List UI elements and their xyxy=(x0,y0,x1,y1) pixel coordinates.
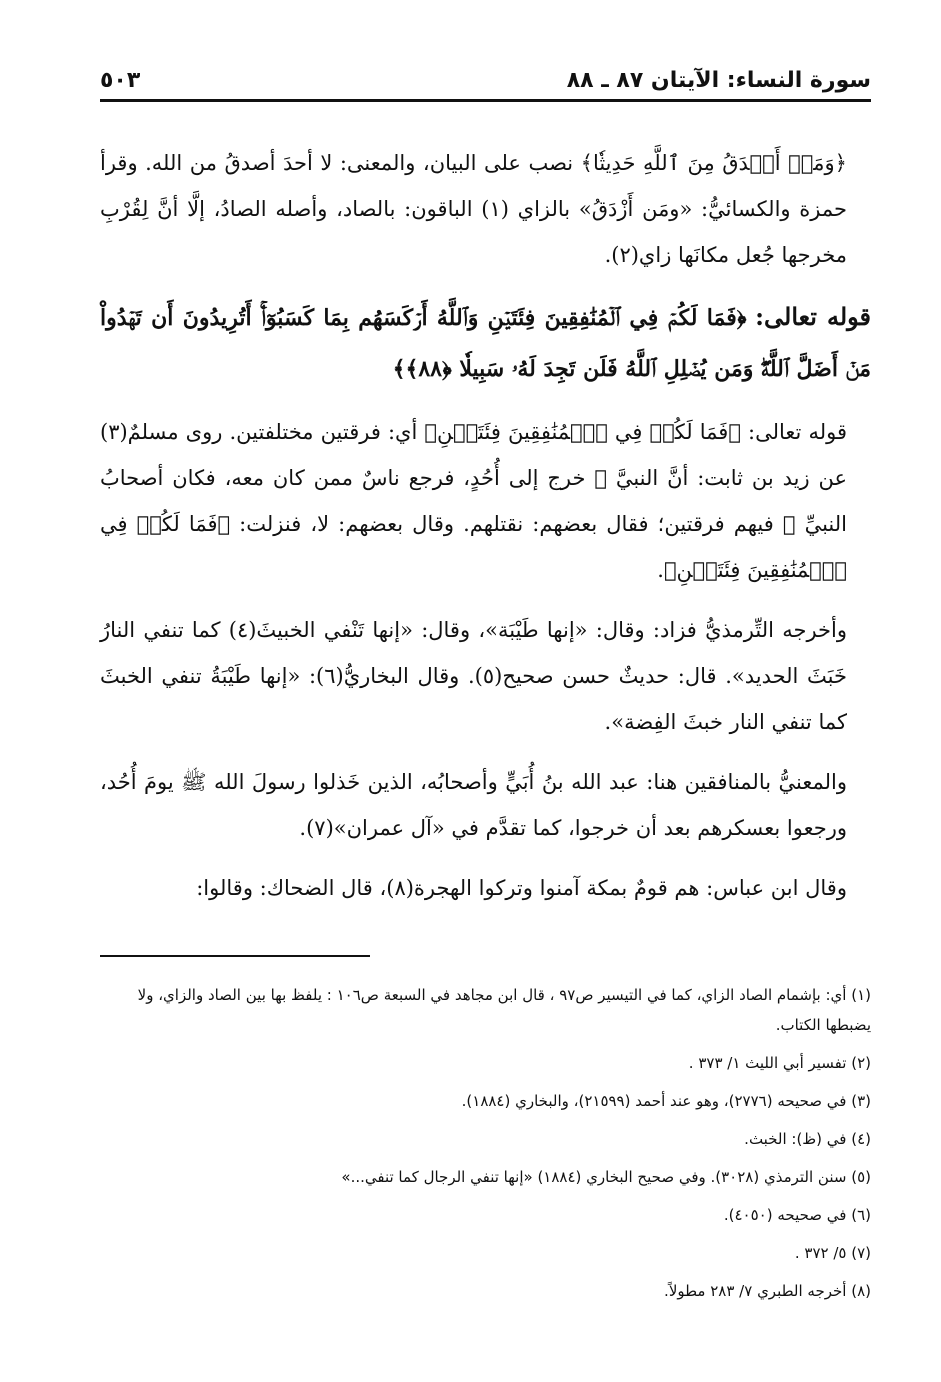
page-header xyxy=(100,62,871,102)
paragraph-5: وقال ابن عباس: هم قومٌ بمكة آمنوا وتركوا الهجرة(٨)، قال الضحاك: وقالوا: xyxy=(196,876,847,900)
footnote-8: (٨) أخرجه الطبري ٧/ ٢٨٣ مطولاً. xyxy=(664,1282,871,1300)
footnote-divider xyxy=(100,955,370,957)
footnote-7: (٧) ٥/ ٣٧٢ . xyxy=(794,1244,871,1262)
page-number: ٥٠٣ xyxy=(100,68,141,93)
paragraph-1: ﴿وَمَنۡ أَصۡدَقُ مِنَ ٱللَّهِ حَدِيثٗا﴾ نصب على البيان، والمعنى: لا أحدَ أصدقُ من الله. وقرأ حمزة والكسائيُّ: «ومَن أَزْدَقُ» بالزاي (١) الباقون: بالصاد، وأصله الصادُ، إلَّا أنَّ لِقُرْبِ مخرجها جُعل مكانَها زاي(٢). xyxy=(100,151,847,267)
header-divider xyxy=(100,99,871,102)
verse-intro: قوله تعالى: xyxy=(755,302,872,331)
footnote-3: (٣) في صحيحه (٢٧٧٦)، وهو عند أحمد (٢١٥٩٩)، والبخاري (١٨٨٤). xyxy=(461,1092,871,1110)
footnote-6: (٦) في صحيحه (٤٠٥٠). xyxy=(723,1206,871,1224)
footnote-5: (٥) سنن الترمذي (٣٠٢٨). وفي صحيح البخاري (١٨٨٤) «إنها تنفي الرجال كما تنفي...» xyxy=(341,1168,871,1186)
paragraph-4: والمعنيُّ بالمنافقين هنا: عبد الله بنُ أُبَيٍّ وأصحابُه، الذين خَذلوا رسولَ الله ﷺ يومَ أُحُد، ورجعوا بعسكرهم بعد أن خرجوا، كما تقدَّم في «آل عمران»(٧). xyxy=(100,770,847,840)
paragraph-2: قوله تعالى: ﴿فَمَا لَكُمۡ فِي ٱلۡمُنَٰفِقِينَ فِئَتَيۡنِ﴾ أي: فرقتين مختلفتين. روى مسلمٌ(٣) عن زيد بن ثابت: أنَّ النبيَّ ﷺ خرج إلى أُحُدٍ، فرجع ناسٌ ممن كان معه، فكان أصحابُ النبيِّ ﷺ فيهم فرقتين؛ فقال بعضهم: نقتلهم. وقال بعضهم: لا، فنزلت: ﴿فَمَا لَكُمۡ فِي ٱلۡمُنَٰفِقِينَ فِئَتَيۡنِ﴾. xyxy=(100,420,847,582)
footnotes xyxy=(100,980,871,1314)
footnote-2: (٢) تفسير أبي الليث ١/ ٣٧٣ . xyxy=(688,1054,871,1072)
page-title: سورة النساء: الآيتان ٨٧ ـ ٨٨ xyxy=(566,68,871,93)
main-text xyxy=(100,140,871,925)
footnote-4: (٤) في (ظ): الخبث. xyxy=(744,1130,871,1148)
verse-block xyxy=(100,292,871,395)
footnote-1: (١) أي: بإشمام الصاد الزاي، كما في التيسير ص٩٧ ، قال ابن مجاهد في السبعة ص١٠٦ : يلفظ بها بين الصاد والزاي، ولا يضبطها الكتاب. xyxy=(137,986,871,1034)
paragraph-3: وأخرجه التِّرمذيُّ فزاد: وقال: «إنها طَيْبَة»، وقال: «إنها تَنْفي الخبيثَ(٤) كما تنفي النارُ خَبَثَ الحديد». قال: حديثٌ حسن صحيح(٥). وقال البخاريُّ(٦): «إنها طَيْبَةُ تنفي الخبثَ كما تنفي النار خبثَ الفِضة». xyxy=(100,618,847,734)
verse-text: ﴿فَمَا لَكُمۡ فِي ٱلۡمُنَٰفِقِينَ فِئَتَيۡنِ وَٱللَّهُ أَرۡكَسَهُم بِمَا كَسَبُوٓاْۚ أَتُرِيدُونَ أَن تَهۡدُواْ مَنۡ أَضَلَّ ٱللَّهُۖ وَمَن يُضۡلِلِ ٱللَّهُ فَلَن تَجِدَ لَهُۥ سَبِيلٗا ﴿٨٨﴾﴾ xyxy=(100,305,871,382)
